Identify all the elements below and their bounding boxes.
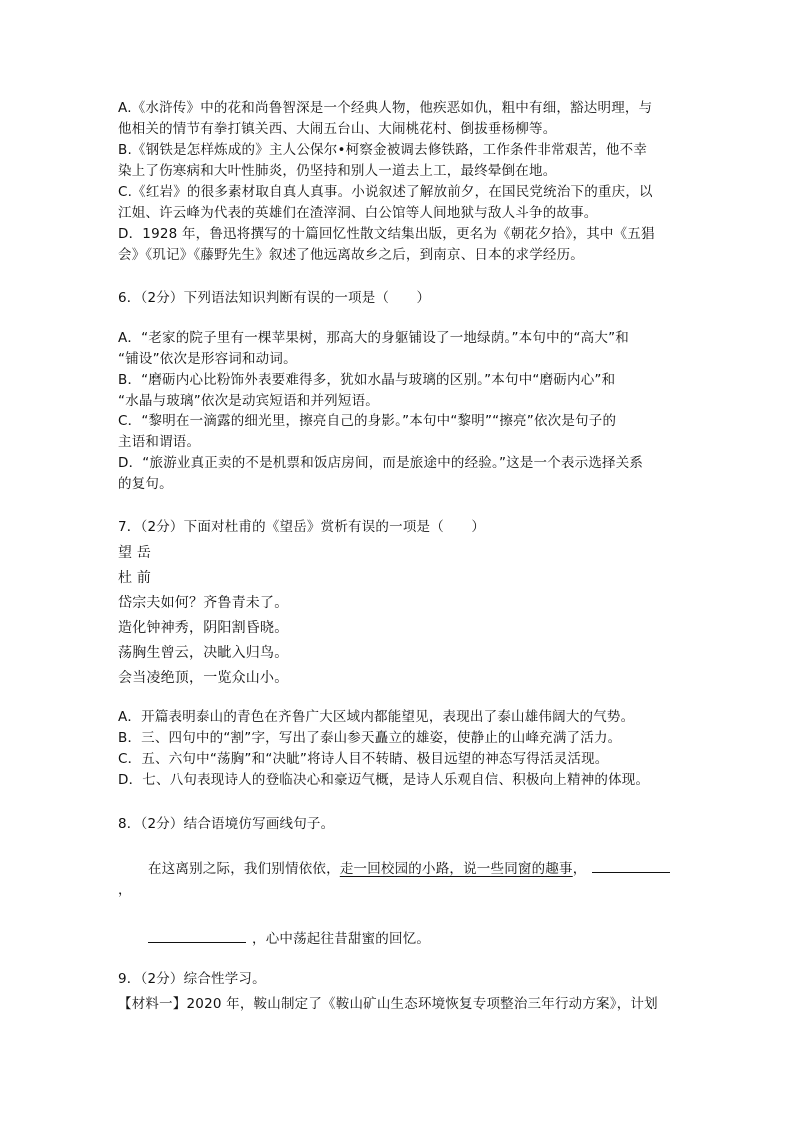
q5-option-b-line2: 染上了伤寒病和大叶性肺炎，仍坚持和别人一道去上工，最终晕倒在地。 — [118, 163, 557, 179]
q7-option-c: C．五、六句中“荡胸”和“决眦”将诗人目不转睛、极目远望的神态写得活灵活现。 — [118, 751, 609, 767]
q6-option-d-line1: D．“旅游业真正卖的不是机票和饭店房间，而是旅途中的经验。”这是一个表示选择关系 — [118, 455, 644, 471]
q5-option-d-line2: 会》《玑记》《藤野先生》叙述了他远离故乡之后，到南京、日本的求学经历。 — [118, 247, 584, 263]
q7-option-b: B．三、四句中的“割”字，写出了泰山参天矗立的雄姿，使静止的山峰充满了活力。 — [118, 730, 622, 746]
poem-title: 望 岳 — [118, 545, 152, 561]
q8-comma-line: ， — [118, 882, 132, 898]
q5-option-c-line2: 江姐、许云峰为代表的英雄们在渣滓洞、白公馆等人间地狱与敌人斗争的故事。 — [118, 205, 598, 221]
q8-comma: ， — [572, 861, 587, 877]
q6-stem: 6．（2分）下列语法知识判断有误的一项是（ ） — [118, 290, 431, 306]
q6-option-a-line1: A．“老家的院子里有一棵苹果树，那高大的身躯铺设了一地绿荫。”本句中的“高大”和 — [118, 330, 629, 346]
q8-intro-text: 在这离别之际，我们别情依依， — [148, 861, 340, 877]
poem-line-3: 荡胸生曾云，决眦入归鸟。 — [118, 645, 289, 661]
q8-answer-blank-1[interactable] — [592, 858, 670, 873]
q8-ending-text: ，心中荡起往昔甜蜜的回忆。 — [252, 931, 431, 947]
q8-second-line — [148, 928, 430, 950]
poem-line-1: 岱宗夫如何？齐鲁青未了。 — [118, 595, 289, 611]
q5-option-d-line1: D．1928 年，鲁迅将撰写的十篇回忆性散文结集出版，更名为《朝花夕拾》，其中《五猖 — [118, 226, 655, 242]
q5-option-a-line2: 他相关的情节有拳打镇关西、大闹五台山、大闹桃花村、倒拔垂杨柳等。 — [118, 121, 557, 137]
q5-option-c-line1: C.《红岩》的很多素材取自真人真事。小说叙述了解放前夕，在国民党统治下的重庆，以 — [118, 184, 653, 200]
q6-option-c-line2: 主语和谓语。 — [118, 434, 201, 450]
q6-option-b-line2: “水晶与玻璃”依次是动宾短语和并列短语。 — [118, 393, 379, 409]
q5-option-b-line1: B.《钢铁是怎样炼成的》主人公保尔•柯察金被调去修铁路，工作条件非常艰苦，他不幸 — [118, 142, 648, 158]
q6-option-d-line2: 的复句。 — [118, 476, 173, 492]
q8-passage-line — [148, 858, 670, 880]
q9-material-1: 【材料一】2020 年，鞍山制定了《鞍山矿山生态环境恢复专项整治三年行动方案》，计划 — [118, 996, 658, 1012]
q8-stem: 8．（2分）结合语境仿写画线句子。 — [118, 816, 335, 832]
q7-option-d: D．七、八句表现诗人的登临决心和豪迈气概，是诗人乐观自信、积极向上精神的体现。 — [118, 772, 650, 788]
poem-line-2: 造化钟神秀，阴阳割昏晓。 — [118, 620, 289, 636]
q8-answer-blank-2[interactable] — [148, 928, 246, 943]
q9-stem: 9．（2分）综合性学习。 — [118, 971, 266, 987]
q7-option-a: A．开篇表明泰山的青色在齐鲁广大区域内都能望见，表现出了泰山雄伟阔大的气势。 — [118, 709, 635, 725]
q5-option-a-line1: A.《水浒传》中的花和尚鲁智深是一个经典人物，他疾恶如仇，粗中有细，豁达明理，与 — [118, 100, 653, 116]
q6-option-a-line2: “铺设”依次是形容词和动词。 — [118, 351, 297, 367]
poem-line-4: 会当凌绝顶，一览众山小。 — [118, 670, 289, 686]
q7-stem: 7．（2分）下面对杜甫的《望岳》赏析有误的一项是（ ） — [118, 519, 486, 535]
poem-author: 杜 前 — [118, 570, 152, 586]
q6-option-c-line1: C．“黎明在一滴露的细光里，擦亮自己的身影。”本句中“黎明”“擦亮”依次是句子的 — [118, 413, 617, 429]
q6-option-b-line1: B．“磨砺内心比粉饰外表要难得多，犹如水晶与玻璃的区别。”本句中“磨砺内心”和 — [118, 372, 616, 388]
q8-underlined-sentence: 走一回校园的小路，说一些同窗的趣事 — [339, 861, 573, 877]
